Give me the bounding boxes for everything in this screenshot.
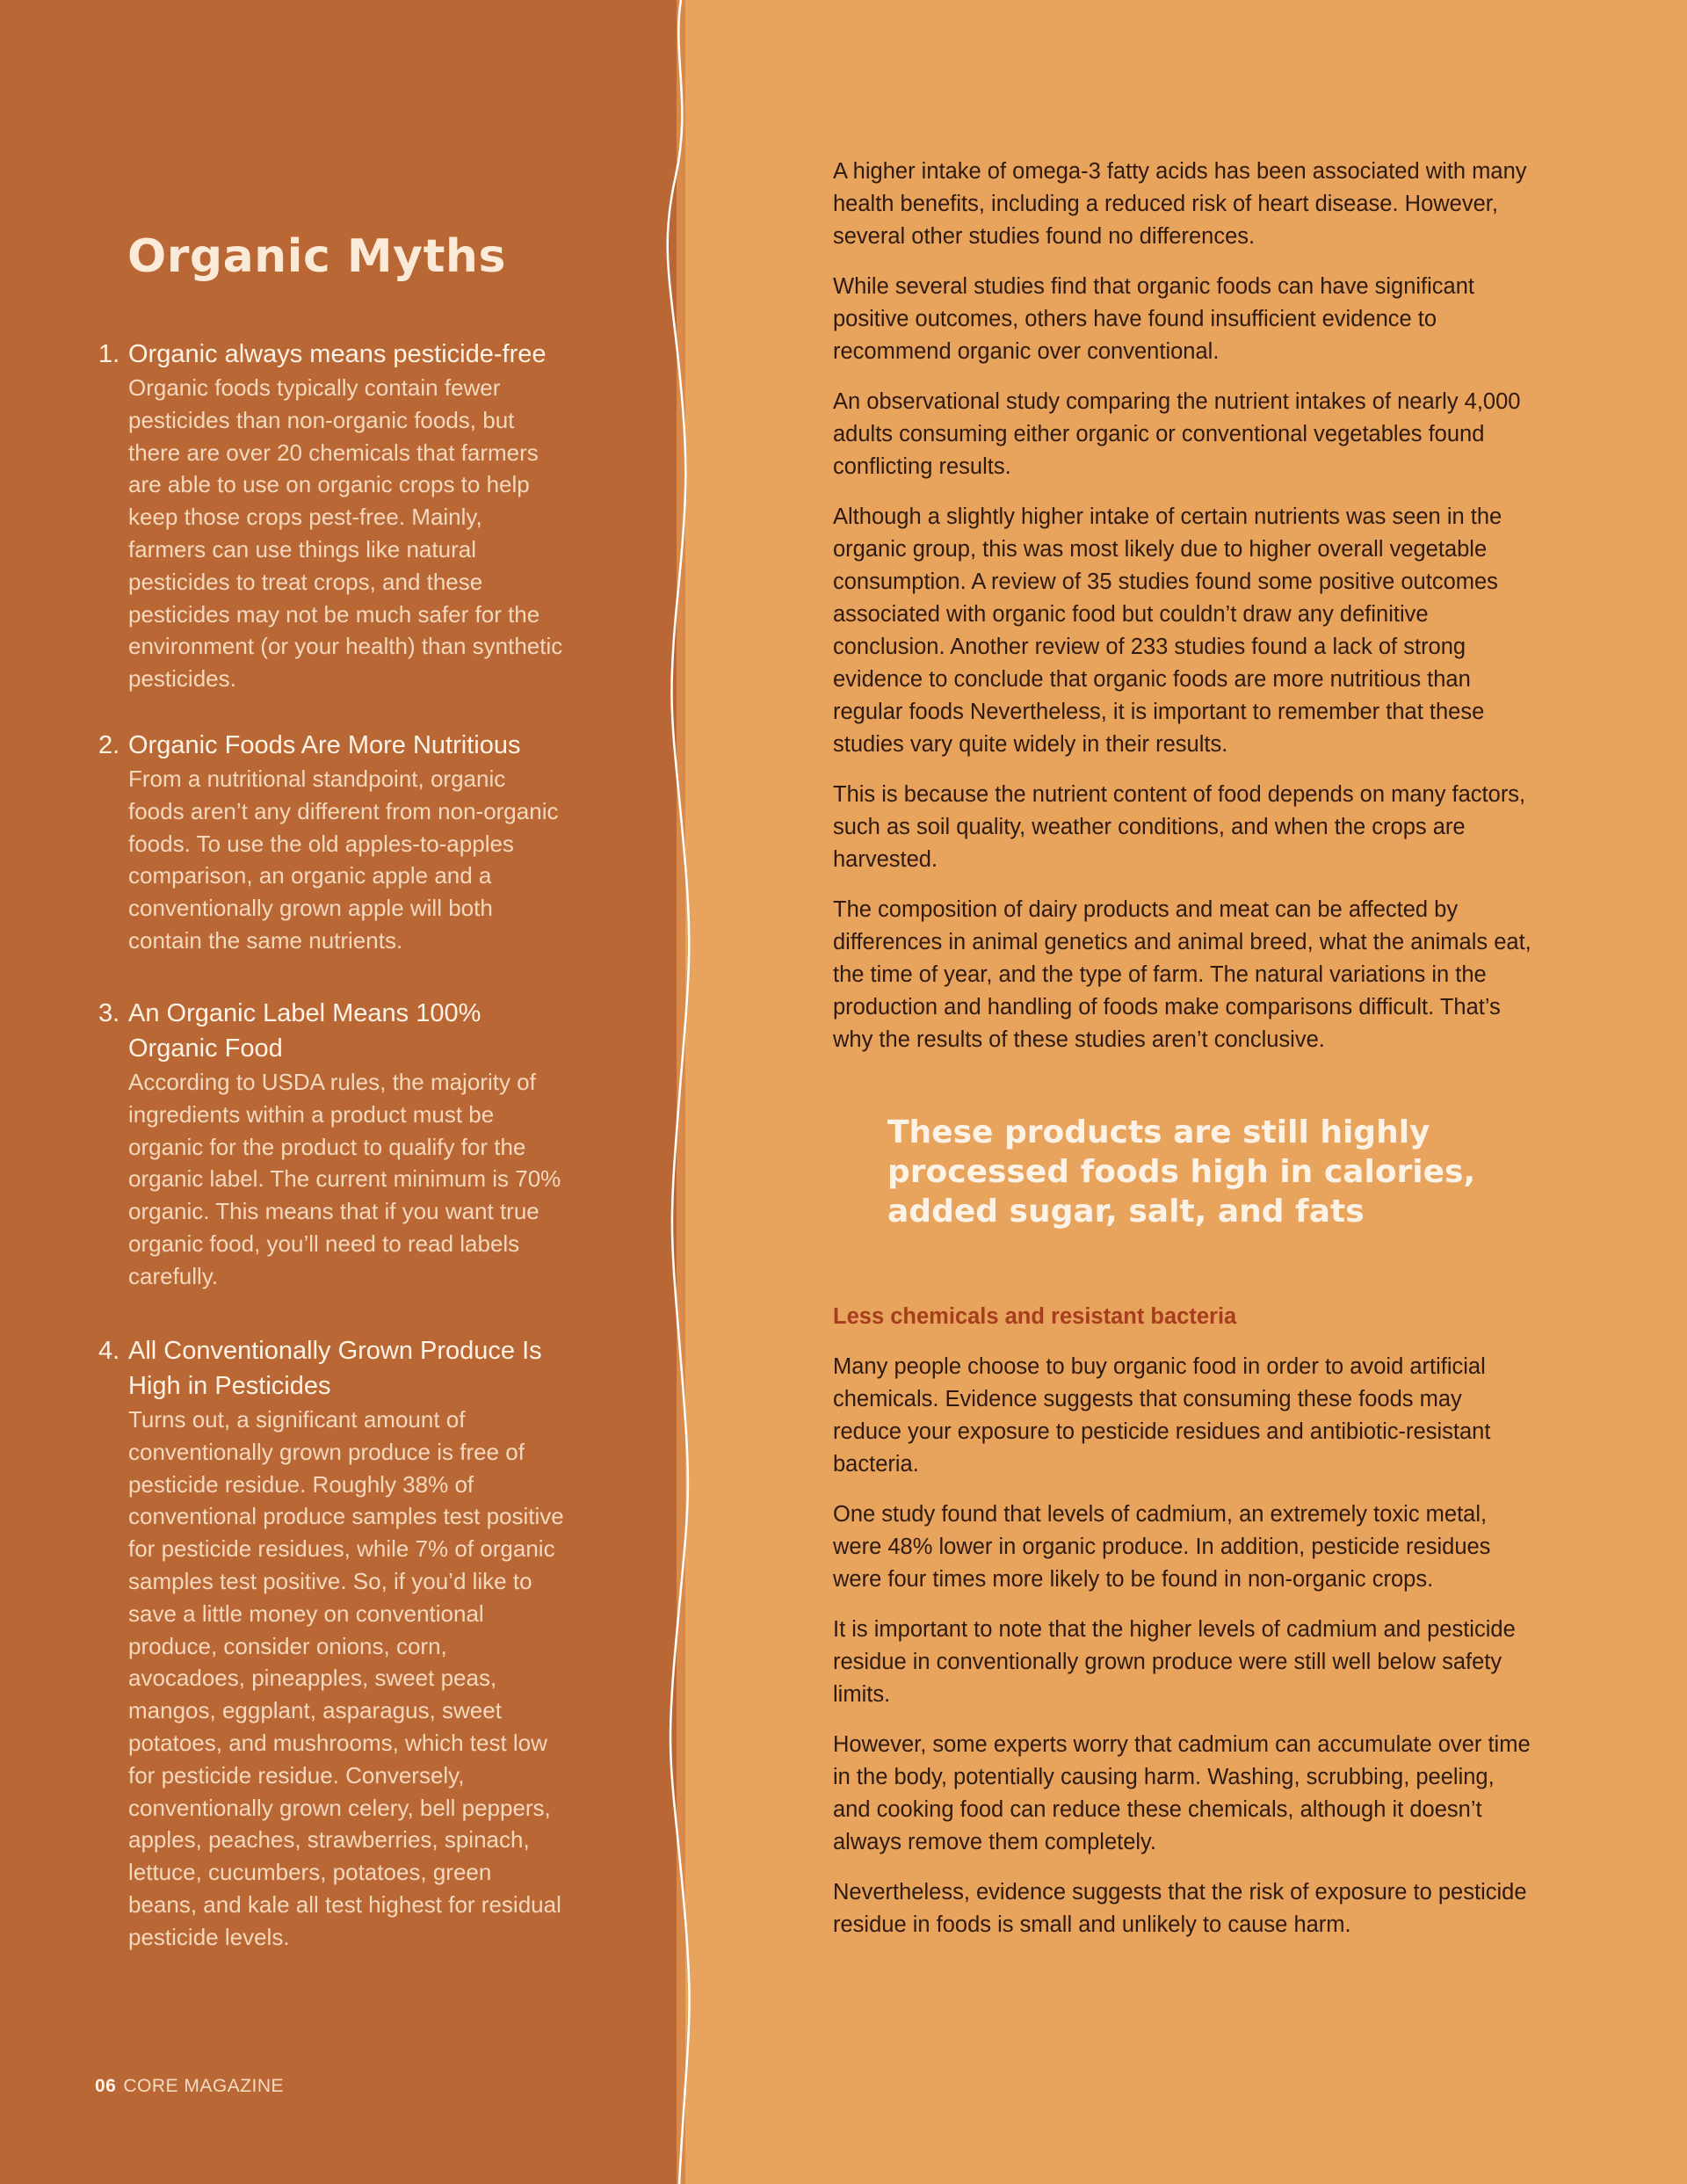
body-paragraph: This is because the nutrient content of food depends on many factors, such as soil quality, weather conditions, and when the crops are harvested. [833,782,1526,872]
body-paragraph: Although a slightly higher intake of certain nutrients was seen in the organic group, this was most likely due to higher overall vegetable consumption. A review of 35 studies found some positive outcomes associated with organic food but couldn’t draw any definitive conclusion. Another review of 233 studies found a lack of strong evidence to conclude that organic foods are more nutritious than regular foods Nevertheless, it is important to remember that these studies vary quite widely in their results. [833,504,1502,757]
pull-quote: These products are still highly processed foods high in calories, added sugar, salt, and fats [887,1114,1476,1230]
body-paragraph: It is important to note that the higher levels of cadmium and pesticide residue in conventionally grown produce were still well below safety limits. [833,1617,1516,1707]
magazine-name: CORE MAGAZINE [123,2076,285,2096]
myth-body: From a nutritional standpoint, organic foods aren’t any different from non-organic foods. To use the old apples-to-apples comparison, an organic apple and a conventionally grown apple will both contain the same nutrients. [128,765,559,954]
myth-item [98,337,564,695]
body-paragraph: One study found that levels of cadmium, an extremely toxic metal, were 48% lower in organic produce. In addition, pesticide residues were four times more likely to be found in non-organic crops. [833,1502,1491,1592]
wavy-line-divider [663,0,699,2184]
section-subhead: Less chemicals and resistant bacteria [833,1304,1237,1329]
myth-number: 2. [98,731,120,759]
body-paragraph: However, some experts worry that cadmium can accumulate over time in the body, potentially causing harm. Washing, scrubbing, peeling, and cooking food can reduce these chemicals, although it doesn’t always remove them completely. [833,1732,1531,1854]
myth-item [98,996,564,1293]
myth-heading-text: All Conventionally Grown Produce Is High in Pesticides [128,1337,542,1400]
myth-heading-text: Organic always means pesticide-free [128,340,547,368]
body-paragraph: Nevertheless, evidence suggests that the risk of exposure to pesticide residue in foods is small and unlikely to cause harm. [833,1880,1527,1937]
myth-heading [98,996,564,1066]
page-number: 06 [95,2076,117,2096]
body-paragraph: An observational study comparing the nutrient intakes of nearly 4,000 adults consuming either organic or conventional vegetables found conflicting results. [833,389,1521,479]
myth-number: 3. [98,999,120,1027]
myth-number: 4. [98,1337,120,1365]
article-column-bottom [833,1301,1536,1959]
body-paragraph: A higher intake of omega-3 fatty acids has been associated with many health benefits, including a reduced risk of heart disease. However, several other studies found no differences. [833,159,1527,249]
page-footer [95,2076,284,2097]
body-paragraph: Many people choose to buy organic food in order to avoid artificial chemicals. Evidence suggests that consuming these foods may reduce your exposure to pesticide residues and antibiotic-resistant bacteria. [833,1354,1491,1477]
myth-item [98,728,564,957]
myth-heading-text: An Organic Label Means 100% Organic Food [128,999,481,1063]
myth-heading-text: Organic Foods Are More Nutritious [128,731,521,759]
body-paragraph: The composition of dairy products and meat can be affected by differences in animal genetics and animal breed, what the animals eat, the time of year, and the type of farm. The natural variations in the production and handling of foods make comparisons difficult. That’s why the results of these studies aren’t conclusive. [833,897,1531,1052]
myth-body: Turns out, a significant amount of conventionally grown produce is free of pesticide residue. Roughly 38% of conventional produce samples test positive for pesticide residues, while 7% of organic samples test positive. So, if you’d like to save a little money on conventional produce, consider onions, corn, avocadoes, pineapples, sweet peas, mangos, eggplant, asparagus, sweet potatoes, and mushrooms, which test low for pesticide residue. Conversely, conventionally grown celery, bell peppers, apples, peaches, strawberries, spinach, lettuce, cucumbers, potatoes, green beans, and kale all test highest for residual pesticide levels. [128,1406,564,1950]
page-title: Organic Myths [127,230,506,283]
body-paragraph: While several studies find that organic foods can have significant positive outcomes, others have found insufficient evidence to recommend organic over conventional. [833,274,1474,364]
myth-body: Organic foods typically contain fewer pesticides than non-organic foods, but there are over 20 chemicals that farmers are able to use on organic crops to help keep those crops pest-free. Mainly, farmers can use things like natural pesticides to treat crops, and these pesticides may not be much safer for the environment (or your health) than synthetic pesticides. [128,374,563,693]
myth-heading [98,337,564,372]
myth-heading [98,728,564,763]
myth-item [98,1333,564,1954]
myth-heading [98,1333,564,1404]
myth-body: According to USDA rules, the majority of ingredients within a product must be organic for the product to qualify for the organic label. The current minimum is 70% organic. This means that if you want true organic food, you’ll need to read labels carefully. [128,1069,561,1289]
myth-number: 1. [98,340,120,368]
article-column-top [833,156,1536,1074]
